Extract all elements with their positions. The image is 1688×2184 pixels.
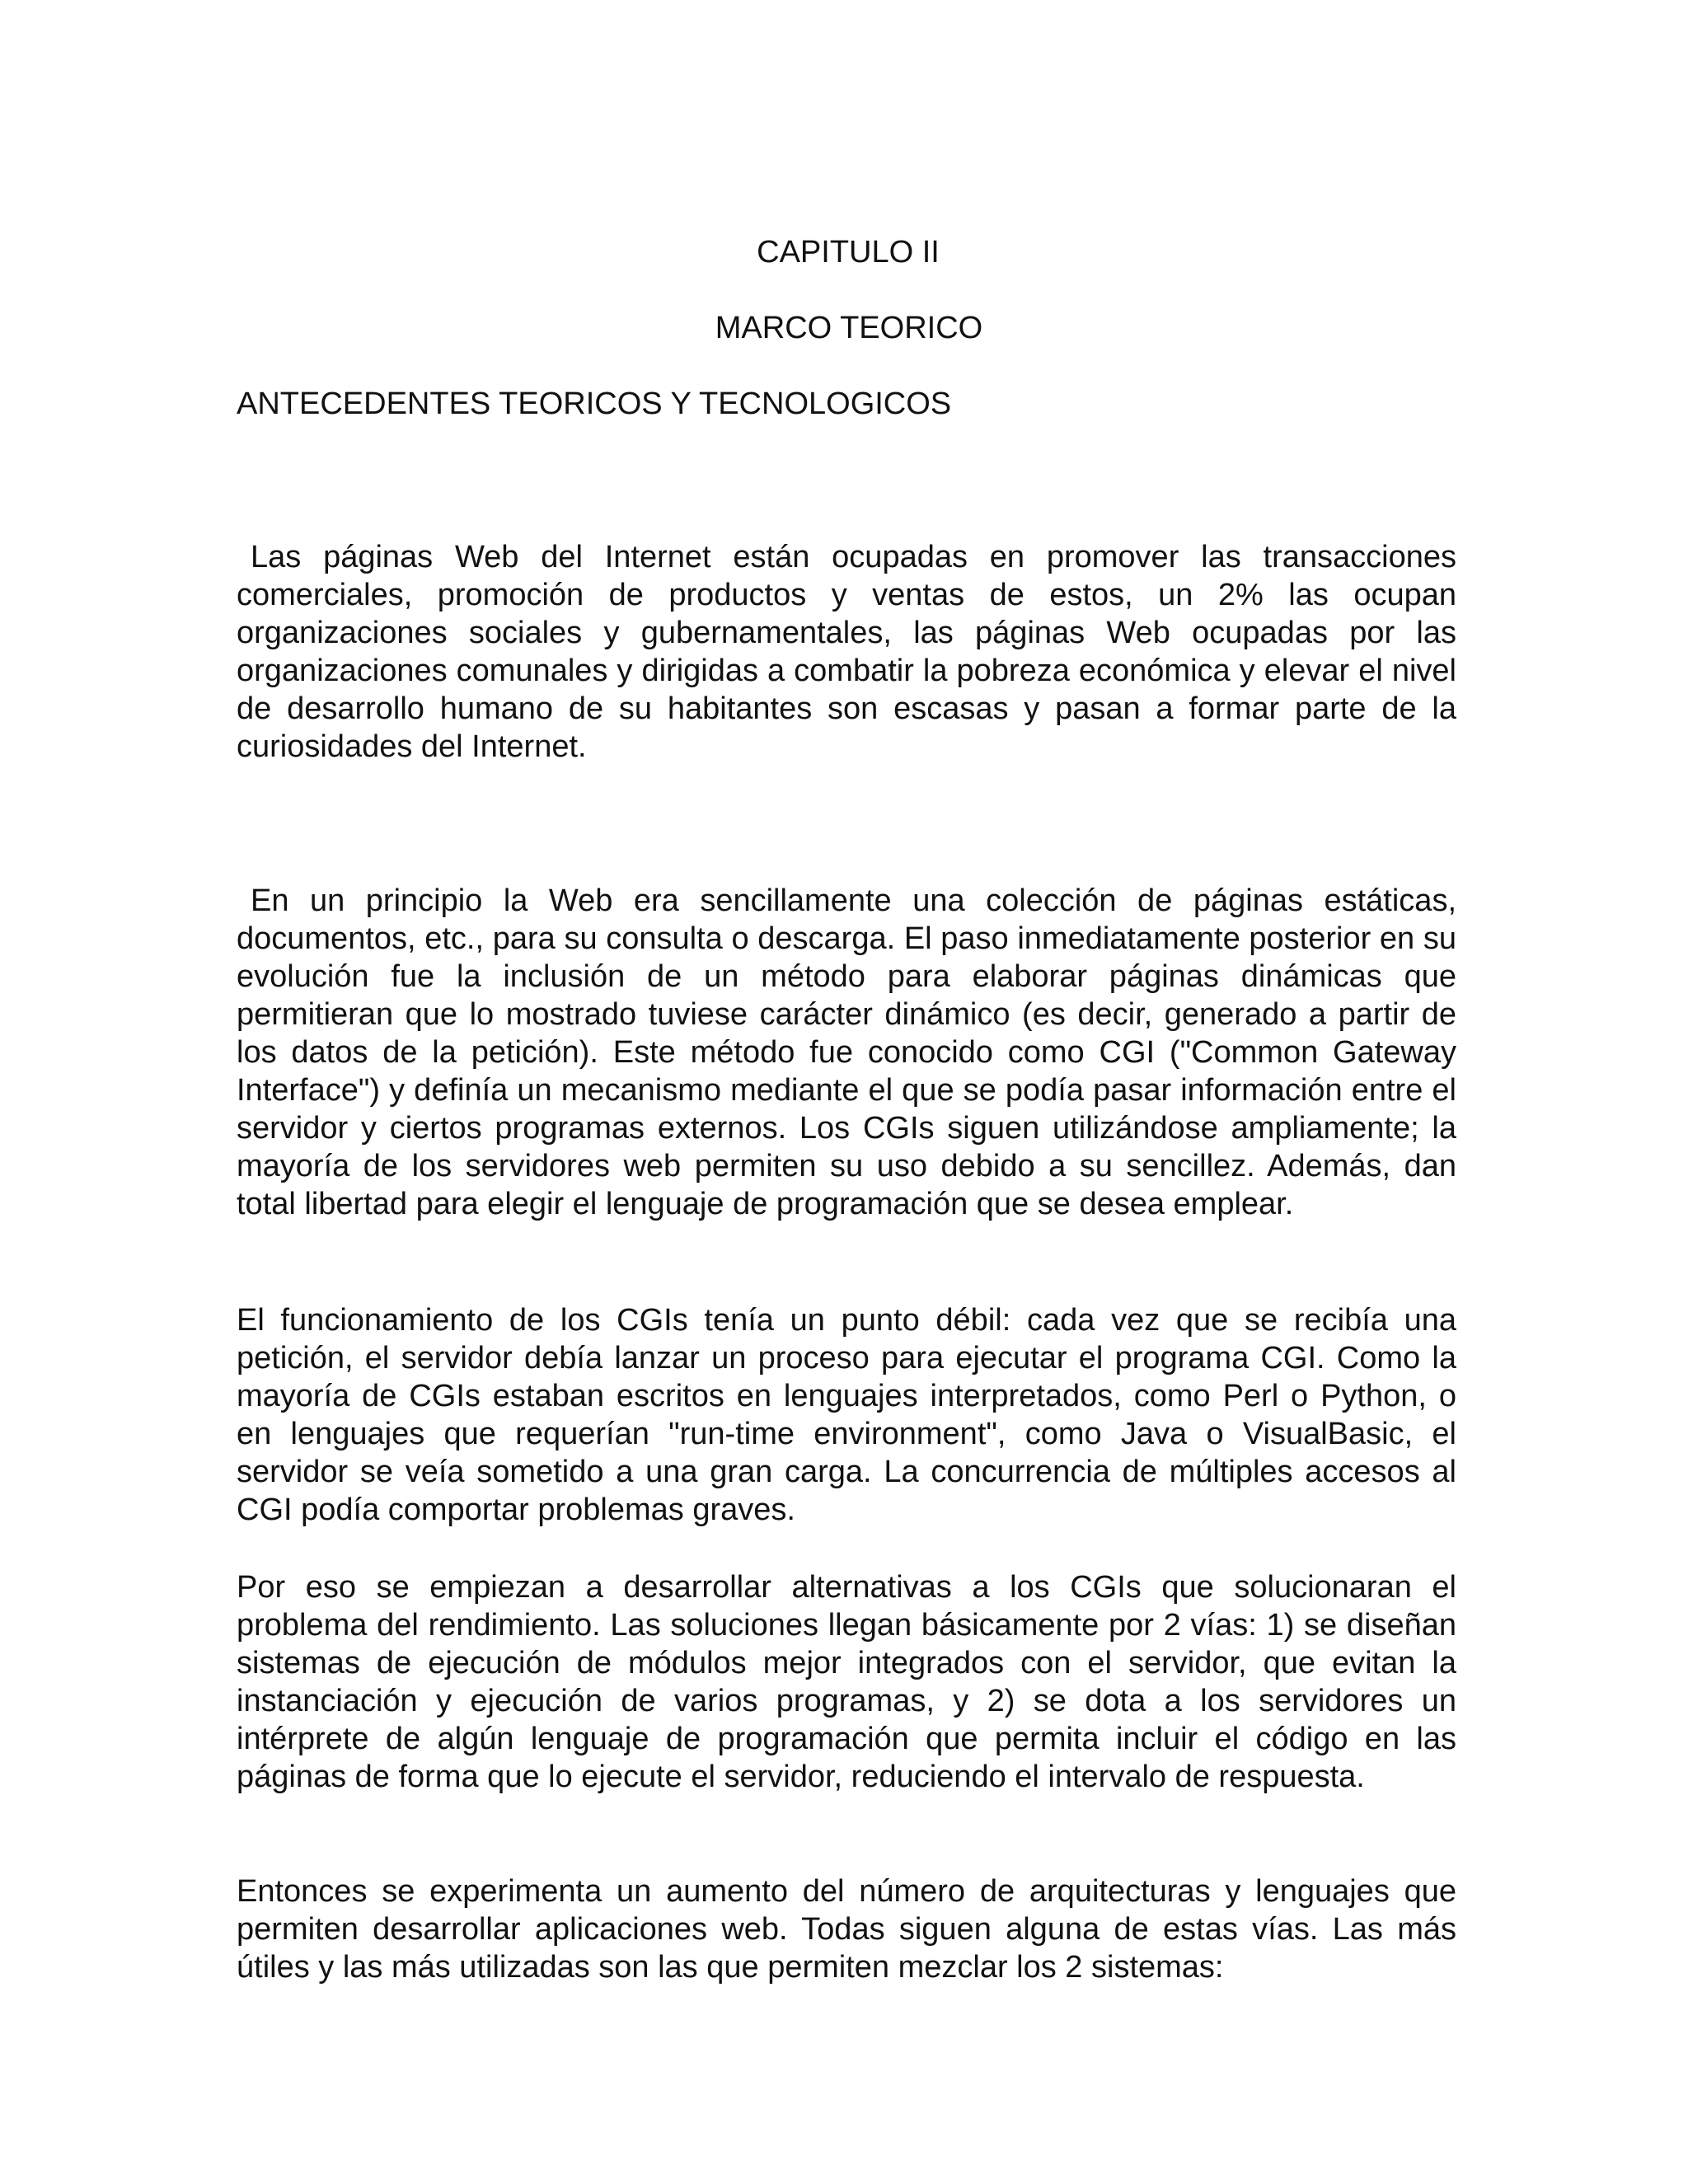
subsection-title: ANTECEDENTES TEORICOS Y TECNOLOGICOS [237,387,952,421]
paragraph-3: El funcionamiento de los CGIs tenía un punto débil: cada vez que se recibía una petición, el servidor debía lanzar un proceso para ejecutar el programa CGI. Como la mayoría de CGIs estaban escritos en lenguajes interpretados, como Perl o Python, o en lenguajes que requerían "run-time environment", como Java o VisualBasic, el servidor se veía sometido a una gran carga. La concurrencia de múltiples accesos al CGI podía comportar problemas graves. [237,1303,1456,1527]
paragraph-1: Las páginas Web del Internet están ocupadas en promover las transacciones comerciales, promoción de productos y ventas de estos, un 2% las ocupan organizaciones sociales y gubernamentales, las páginas Web ocupadas por las organizaciones comunales y dirigidas a combatir la pobreza económica y elevar el nivel de desarrollo humano de su habitantes son escasas y pasan a formar parte de la curiosidades del Internet. [237,540,1456,764]
paragraph-2: En un principio la Web era sencillamente una colección de páginas estáticas, documentos, etc., para su consulta o descarga. El paso inmediatamente posterior en su evolución fue la inclusión de un método para elaborar páginas dinámicas que permitieran que lo mostrado tuviese carácter dinámico (es decir, generado a partir de los datos de la petición). Este método fue conocido como CGI ("Common Gateway Interface") y definía un mecanismo mediante el que se podía pasar información entre el servidor y ciertos programas externos. Los CGIs siguen utilizándose ampliamente; la mayoría de los servidores web permiten su uso debido a su sencillez. Además, dan total libertad para elegir el lenguaje de programación que se desea emplear. [237,883,1456,1221]
section-title: MARCO TEORICO [715,311,983,345]
paragraph-4: Por eso se empiezan a desarrollar alternativas a los CGIs que solucionaran el problema del rendimiento. Las soluciones llegan básicamente por 2 vías: 1) se diseñan sistemas de ejecución de módulos mejor integrados con el servidor, que evitan la instanciación y ejecución de varios programas, y 2) se dota a los servidores un intérprete de algún lenguaje de programación que permita incluir el código en las páginas de forma que lo ejecute el servidor, reduciendo el intervalo de respuesta. [237,1570,1456,1794]
paragraph-5: Entonces se experimenta un aumento del número de arquitecturas y lenguajes que permiten desarrollar aplicaciones web. Todas siguen alguna de estas vías. Las más útiles y las más utilizadas son las que permiten mezclar los 2 sistemas: [237,1874,1456,1985]
chapter-title: CAPITULO II [757,235,940,269]
